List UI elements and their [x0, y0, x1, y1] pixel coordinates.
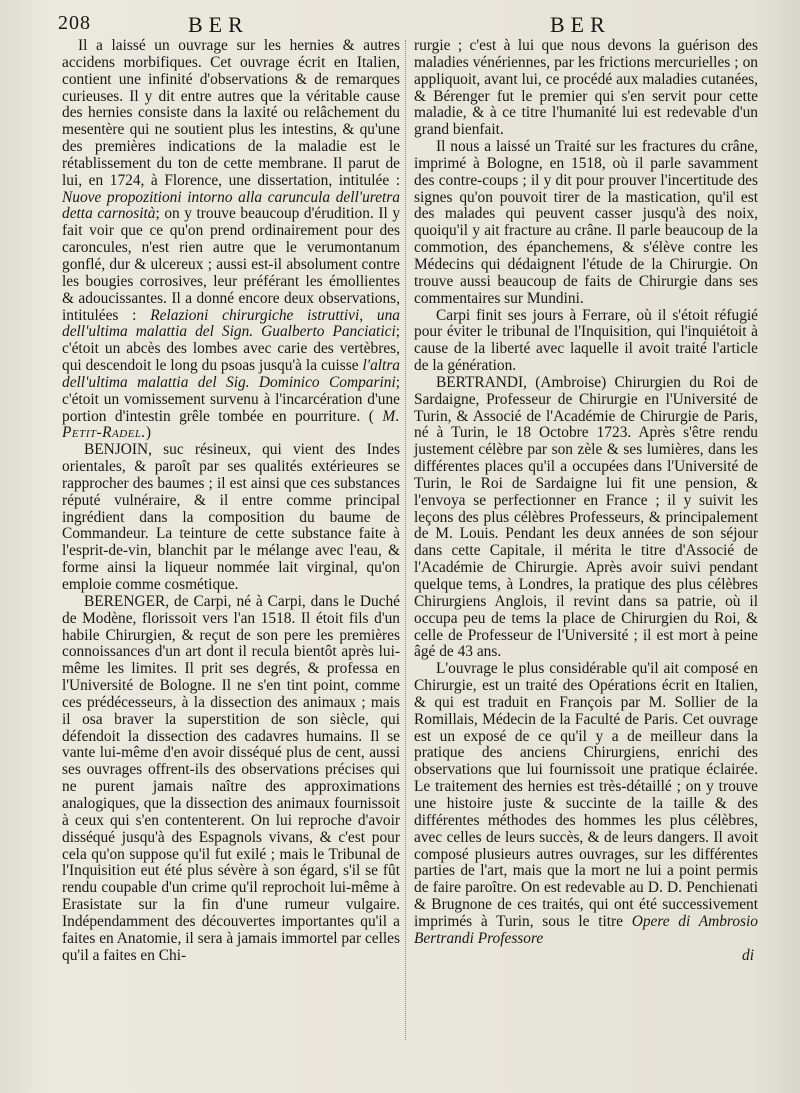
entry-bertrandi: BERTRANDI, (Ambroise) Chirurgien du Roi de Sardaigne, Professeur de Chirurgie en l'Université de Turin, & Associé de l'Académie de Chirurgie de Paris, né à Turin, le 18 Octobre 1723. Après s'être rendu justement célèbre par son zèle & ses lumières, dans les différentes places qu'il a occupées dans l'Université de Turin, le Roi de Sardaigne lui fit une pension, & l'envoya se perfectionner en France ; il y suivit les leçons des plus célèbres Professeurs, & principalement de M. Louis. Pendant les deux années de son séjour dans cette Capitale, il mérita le titre d'Associé de l'Académie de Chirurgie. Après avoir suivi pendant quelque tems, à Londres, la pratique des plus célèbres Chirurgiens Anglois, il revint dans sa patrie, où il occupa peu de tems la place de Chirurgien du Roi, & celle de Professeur de l'Université ; il est mort à peine âgé de 43 ans.: [414, 373, 758, 661]
text-run: ; c'étoit un vomissement survenu à l'incarcération d'une portion d'intestin grêle tombée en pourriture. (: [62, 373, 400, 425]
page-header: [58, 10, 770, 38]
running-head-left: BER: [188, 12, 249, 37]
text-run: ): [145, 424, 152, 442]
author-credit: M. Petit-Radel.: [62, 407, 400, 442]
text-run: ; on y trouve beaucoup d'érudition. Il y fait voir que ce qu'on prend ordinairement pour des caroncules, n'est rien autre que le verumontanum gonflé, dur & ulcereux ; aussi est-il absolument contre les bougies corrosives, leur préférant les émollientes & adoucissantes. Il a donné encore deux observations, intitulées :: [62, 205, 401, 324]
italic-title: Relazioni chirurgiche istruttivi, una dell'ultima malattia del Sign. Gualberto Panciatici: [62, 306, 400, 341]
entry-berenger: BERENGER, de Carpi, né à Carpi, dans le Duché de Modène, florissoit vers l'an 1518. Il étoit fils d'un habile Chirurgien, & reçut de son pere les premières connoissances d'un art dont il recula bientôt après lui-même les limites. Il prit ses degrés, & professa en l'Université de Bologne. Il ne s'en tint point, comme ces prédécesseurs, à la dissection des animaux ; mais il osa braver la superstition de son siècle, qui défendoit la dissection des cadavres humains. Il se vante lui-même d'en avoir disséqué plus de cent, aussi ses ouvrages offrent-ils des observations précises qui ne purent jamais naître des approximations analogiques, que la dissection des animaux fournissoit à ceux qui s'en contenterent. On lui reproche d'avoir disséqué jusqu'à des Espagnols vivans, & c'est pour cela qu'on suppose qu'il fut exilé ; mais le Tribunal de l'Inquisition eut été plus sévère à son égard, s'il se fût rendu coupable d'un crime qu'il reprochoit lui-même à Erasistate sur la fin d'une rumeur vulgaire. Indépendamment des découvertes importantes qu'il a faites en Anatomie, il sera à jamais immortel par celles qu'il a faites en Chi-: [62, 592, 400, 964]
italic-title: Opere di Ambrosio Bertrandi Professore: [414, 912, 758, 947]
catchword: di: [742, 946, 754, 964]
italic-title: l'altra dell'ultima malattia del Sig. Dominico Comparini: [62, 357, 400, 391]
paragraph-hernies: [62, 38, 400, 442]
text-run: ; c'étoit un abcès des lombes avec carie des vertèbres, qui descendoit le long du psoas jusqu'à la cuisse: [62, 323, 400, 375]
running-head-right: BER: [550, 12, 611, 37]
italic-title: Nuove propozitioni intorno alla caruncula dell'uretra detta carnosità: [62, 188, 400, 223]
text-run: Il a laissé un ouvrage sur les hernies & autres accidens morbifiques. Cet ouvrage écrit en Italien, contient une infinité d'observations & de remarques curieuses. Il y dit entre autres que la véritable cause des hernies consiste dans la laxité ou relâchement du mesentère qui ne soutient plus les intestins, & qu'une des premières indications de la maladie est le rétablissement du ton de cette membrane. Il parut de lui, en 1724, à Florence, une dissertation, intitulée :: [62, 37, 400, 189]
right-column: [414, 38, 758, 964]
paragraph-fractures: Il nous a laissé un Traité sur les fractures du crâne, imprimé à Bologne, en 1518, où il parle savamment des contre-coups ; il y dit pour prouver l'incertitude des signes qu'on pouvoit tirer de la mastication, qu'il est des malades qui peuvent casser jusqu'à des noix, quoiqu'il y ait fracture au crâne. Il parle beaucoup de la commotion, des épanchemens, & s'élève contre les Médecins qui dédaignent l'étude de la Chirurgie. On trouve aussi beaucoup de faits de Chirurgie dans ses commentaires sur Mundini.: [414, 138, 758, 307]
column-divider: [405, 40, 407, 1040]
paragraph-continuation: rurgie ; c'est à lui que nous devons la guérison des maladies vénériennes, par les frictions mercurielles ; on appliquoit, avant lui, ce procédé aux maladies cutanées, & Bérenger fut le premier qui s'en servit pour cette maladie, & à ce titre l'humanité lui est redevable d'un grand bienfait.: [414, 37, 758, 139]
entry-benjoin: BENJOIN, suc résineux, qui vient des Indes orientales, & paroît par ses qualités extérieures se rapprocher des baumes ; il est ainsi que ces substances réputé vulnéraire, & il entre comme principal ingrédient dans la composition du baume de Commandeur. La teinture de cette substance faite à l'esprit-de-vin, blanchit par le mélange avec l'eau, & forme ainsi la liqueur nommée lait virginal, qu'on emploie comme cosmétique.: [62, 441, 400, 593]
paragraph-carpi-death: Carpi finit ses jours à Ferrare, où il s'étoit réfugié pour éviter le tribunal de l'Inquisition, qui l'inquiétoit à cause de la liberté avec laquelle il avoit traité l'article de la génération.: [414, 306, 758, 375]
left-column: [62, 38, 400, 964]
text-run: L'ouvrage le plus considérable qu'il ait composé en Chirurgie, est un traité des Opérations écrit en Italien, & qui est traduit en François par M. Sollier de la Romillais, Médecin de la Faculté de Paris. Cet ouvrage est un exposé de ce qu'il y a de meilleur dans la pratique des anciens Chirurgiens, enrichi des observations que lui fournissoit une pratique éclairée. Le traitement des hernies est très-détaillé ; on y trouve une histoire juste & succinte de la taille & des différentes méthodes des hommes les plus célèbres, avec celles de leurs succès, & de leurs dangers. Il avoit composé plusieurs autres ouvrages, sur les différentes parties de l'art, mais que la mort ne lui a point permis de faire paroître. On est redevable au D. D. Penchienati & Brugnone de ces traités, qui ont été successivement imprimés à Turin, sous le titre: [414, 660, 758, 930]
paragraph-bertrandi-works: [414, 661, 758, 947]
page-number: 208: [58, 12, 91, 34]
